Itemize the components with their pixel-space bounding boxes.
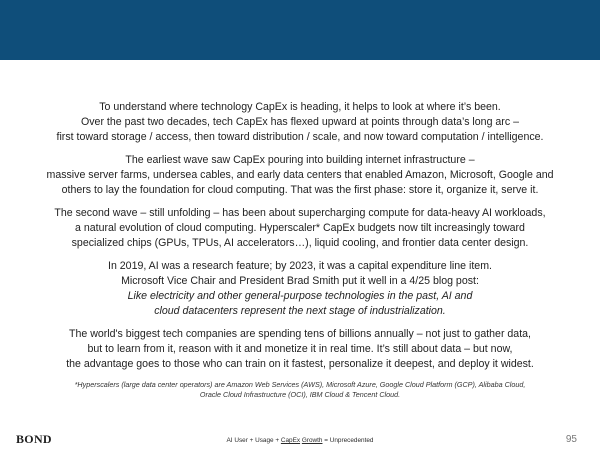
paragraph-line: Microsoft Vice Chair and President Brad Smith put it well in a 4/25 blog post: — [121, 275, 479, 287]
paragraph-line: Over the past two decades, tech CapEx has flexed upward at points through data’s long arc – — [81, 116, 519, 128]
paragraph-second-wave — [20, 206, 580, 251]
page-number: 95 — [565, 434, 577, 445]
capex-link[interactable]: CapEx — [280, 437, 301, 444]
main-content — [20, 100, 580, 400]
quote-line: Like electricity and other general-purpose technologies in the past, AI and — [127, 290, 473, 302]
paragraph-line: The second wave – still unfolding – has been about supercharging compute for data-heavy AI workloads, — [54, 207, 546, 219]
paragraph-intro — [20, 100, 580, 145]
footnote-line: *Hyperscalers (large data center operators) are Amazon Web Services (AWS), Microsoft Azure, Google Cloud Platform (GCP), Alibaba Cloud, — [74, 380, 526, 389]
footer-tagline — [0, 437, 600, 444]
quote-line: cloud datacenters represent the next stage of industrialization. — [154, 305, 446, 317]
paragraph-line: To understand where technology CapEx is heading, it helps to look at where it’s been. — [99, 101, 501, 113]
paragraph-ai-timeline — [20, 259, 580, 319]
paragraph-line: massive server farms, undersea cables, and early data centers that enabled Amazon, Microsoft, Google and — [46, 169, 554, 181]
paragraph-line: a natural evolution of cloud computing. Hyperscaler* CapEx budgets now tilt increasingly toward — [75, 222, 525, 234]
footnote — [20, 380, 580, 400]
paragraph-line: In 2019, AI was a research feature; by 2023, it was a capital expenditure line item. — [108, 260, 492, 272]
paragraph-conclusion — [20, 327, 580, 372]
header-bar — [0, 0, 600, 60]
paragraph-line: others to lay the foundation for cloud computing. That was the first phase: store it, organize it, serve it. — [61, 184, 539, 196]
footnote-line: Oracle Cloud Infrastructure (OCI), IBM Cloud & Tencent Cloud. — [199, 390, 401, 399]
paragraph-line: The earliest wave saw CapEx pouring into building internet infrastructure – — [125, 154, 475, 166]
paragraph-line: the advantage goes to those who can train on it fastest, personalize it deepest, and deploy it widest. — [66, 358, 534, 370]
paragraph-line: The world's biggest tech companies are spending tens of billions annually – not just to gather data, — [69, 328, 531, 340]
footer-text: AI User + Usage + — [226, 437, 281, 444]
paragraph-line: specialized chips (GPUs, TPUs, AI accelerators…), liquid cooling, and frontier data center design. — [71, 237, 529, 249]
growth-link[interactable]: Growth — [301, 437, 323, 444]
paragraph-line: first toward storage / access, then toward distribution / scale, and now toward computation / intelligence. — [56, 131, 544, 143]
bond-logo: BOND — [16, 432, 52, 446]
paragraph-line: but to learn from it, reason with it and monetize it in real time. It’s still about data – but now, — [87, 343, 513, 355]
footer-text: = Unprecedented — [322, 437, 374, 444]
paragraph-first-wave — [20, 153, 580, 198]
